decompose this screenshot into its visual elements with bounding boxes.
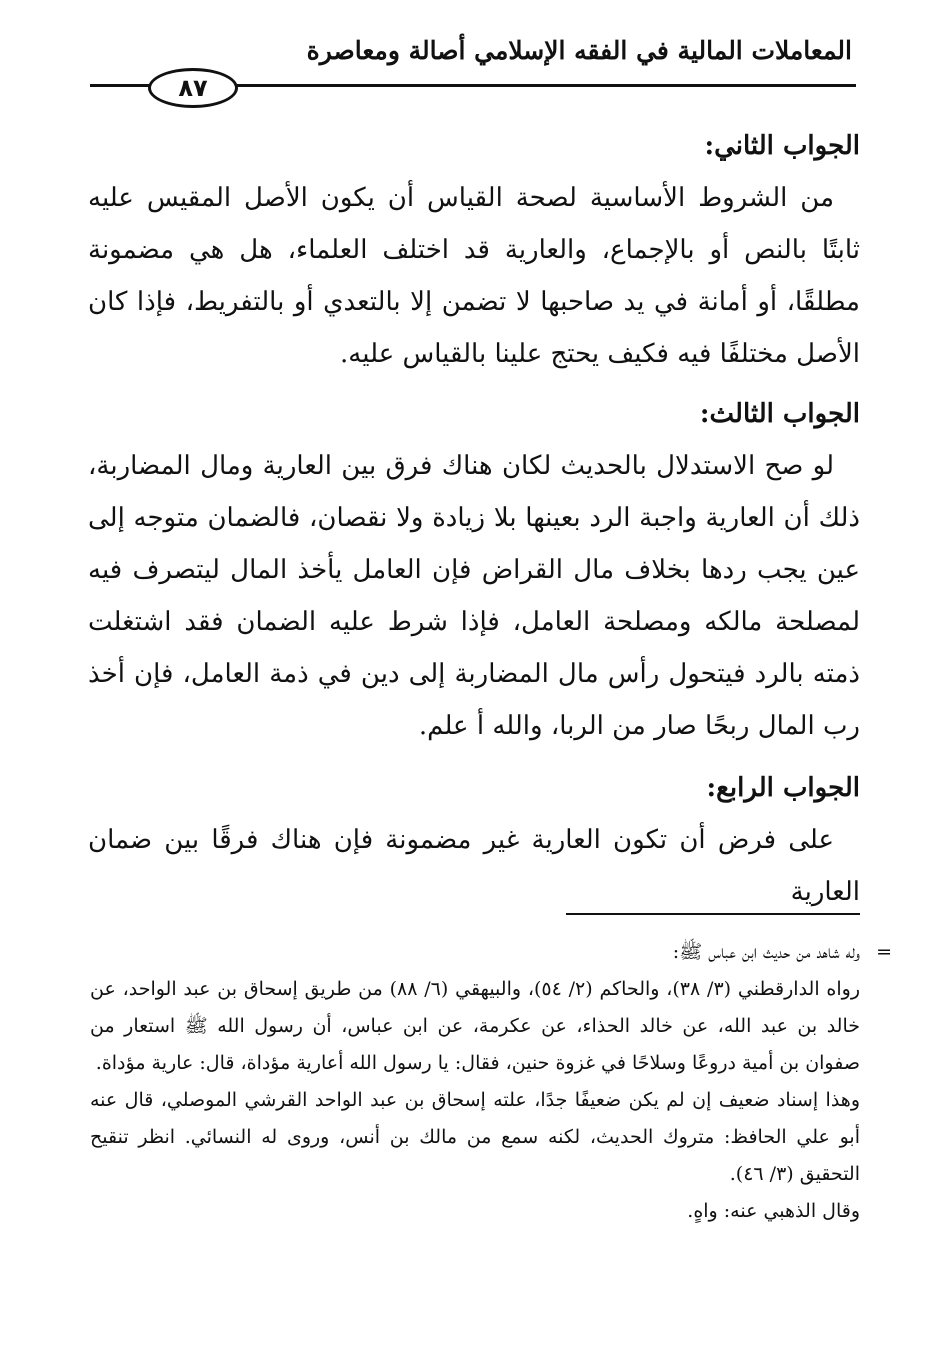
section-heading-fourth-answer: الجواب الرابع: (706, 773, 860, 803)
section-paragraph-fourth-answer: على فرض أن تكون العارية غير مضمونة فإن هناك فرقًا بين ضمان العارية (88, 825, 860, 907)
footnote-paragraph: رواه الدارقطني (٣/ ٣٨)، والحاكم (٢/ ٥٤)، والبيهقي (٦/ ٨٨) من طريق إسحاق بن عبد الواحد، عن خالد بن عبد الله، عن خالد الحذاء، عن عكرمة، عن ابن عباس، أن رسول الله ﷺ استعار من صفوان بن أمية دروعًا وسلاحًا في غزوة حنين، فقال: يا رسول الله أعارية مؤداة، قال: عارية مؤداة. (90, 978, 860, 1074)
section-heading-second-answer: الجواب الثاني: (704, 131, 860, 161)
footnotes-block (90, 934, 892, 1230)
main-text (88, 120, 860, 926)
section-paragraph-third-answer: لو صح الاستدلال بالحديث لكان هناك فرق بين العارية ومال المضاربة، ذلك أن العارية واجبة الرد بعينها بلا زيادة ولا نقصان، فالضمان متوجه إلى عين يجب ردها بخلاف مال القراض فإن العامل يأخذ المال ليتصرف فيه لمصلحة مالكه ومصلحة العامل، فإذا شرط عليه الضمان فقد اشتغلت ذمته بالرد فيتحول رأس مال المضاربة إلى دين في ذمة العامل، فإن أخذ رب المال ربحًا صار من الربا، والله أ علم. (88, 451, 860, 741)
footnote-paragraph: وهذا إسناد ضعيف إن لم يكن ضعيفًا جدًا، علته إسحاق بن عبد الواحد القرشي الموصلي، قال عنه أبو علي الحافظ: متروك الحديث، لكنه سمع من مالك بن أنس، وروى له النسائي. انظر تنقيح التحقيق (٣/ ٤٦). (90, 1089, 860, 1185)
footnote-paragraph: وله شاهد من حديث ابن عباس ﷺ: (672, 941, 860, 963)
footnote-paragraph: وقال الذهبي عنه: واهٍ. (687, 1200, 860, 1222)
footnote-continuation-mark: = (876, 941, 892, 963)
section-heading-third-answer: الجواب الثالث: (699, 399, 860, 429)
footnote-separator (566, 913, 860, 915)
section-paragraph-second-answer: من الشروط الأساسية لصحة القياس أن يكون الأصل المقيس عليه ثابتًا بالنص أو بالإجماع، والعارية قد اختلف العلماء، هل هي مضمونة مطلقًا، أو أمانة في يد صاحبها لا تضمن إلا بالتعدي أو بالتفريط، فإذا كان الأصل مختلفًا فيه فكيف يحتج علينا بالقياس عليه. (88, 183, 860, 369)
running-header-title: المعاملات المالية في الفقه الإسلامي أصالة ومعاصرة (306, 36, 852, 65)
page-number-badge: ٨٧ (148, 68, 238, 108)
